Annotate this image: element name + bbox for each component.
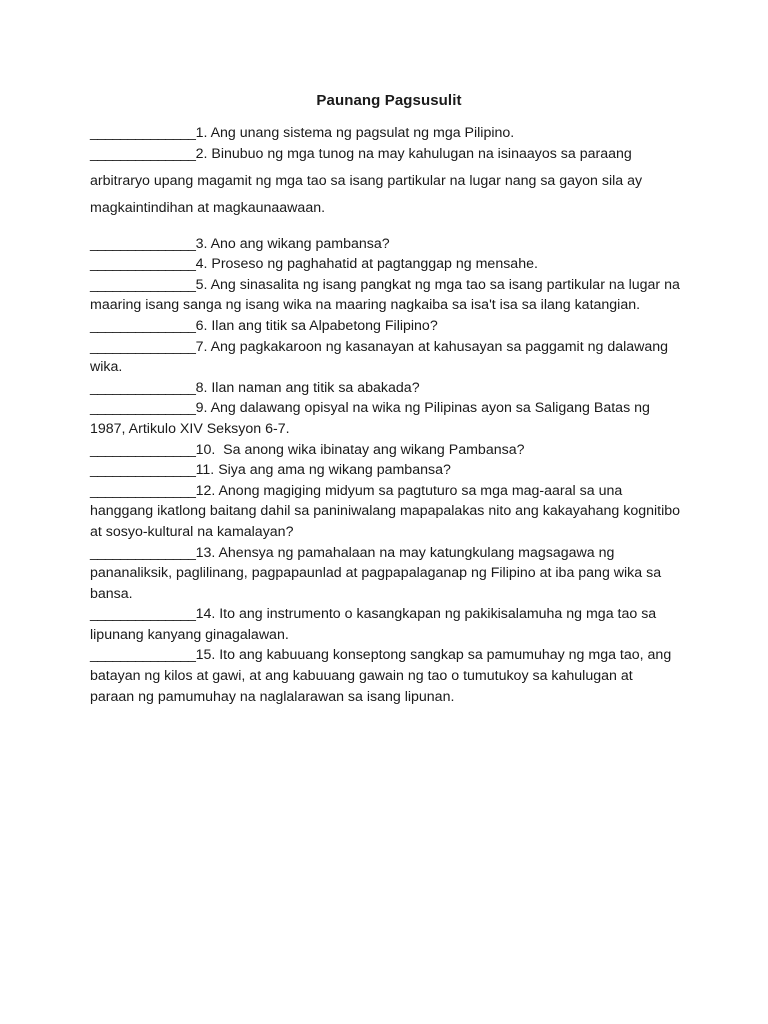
answer-blank: ______________ bbox=[90, 338, 196, 355]
answer-blank: ______________ bbox=[90, 235, 196, 252]
question-5 bbox=[90, 275, 680, 316]
question-text: 2. Binubuo ng mga tunog na may kahulugan na isinaayos sa paraang arbitraryo upang magamit ng mga tao sa isang partikular na lugar nang sa gayon sila ay magkaintindihan at magkaunaawaan. bbox=[90, 145, 643, 216]
question-13 bbox=[90, 543, 680, 605]
question-11 bbox=[90, 460, 680, 481]
question-text: 14. Ito ang instrumento o kasangkapan ng pakikisalamuha ng mga tao sa lipunang kanyang ginagalawan. bbox=[90, 606, 657, 643]
question-text: 4. Proseso ng paghahatid at pagtanggap ng mensahe. bbox=[195, 256, 538, 273]
question-text: 12. Anong magiging midyum sa pagtuturo sa mga mag-aaral sa una hanggang ikatlong baitang dahil sa paniniwalang mapapalakas nito ang kakayahang kognitibo at sosyo-kultural na kamalayan? bbox=[90, 482, 681, 540]
question-9 bbox=[90, 398, 680, 439]
question-14 bbox=[90, 604, 680, 645]
answer-blank: ______________ bbox=[90, 145, 196, 162]
question-6 bbox=[90, 316, 680, 337]
answer-blank: ______________ bbox=[90, 276, 196, 293]
question-text: 7. Ang pagkakaroon ng kasanayan at kahusayan sa paggamit ng dalawang wika. bbox=[90, 338, 669, 376]
question-15 bbox=[90, 645, 680, 707]
question-3 bbox=[90, 234, 680, 255]
question-7 bbox=[90, 337, 680, 378]
answer-blank: ______________ bbox=[90, 544, 196, 561]
question-text: 11. Siya ang ama ng wikang pambansa? bbox=[195, 462, 451, 479]
answer-blank: ______________ bbox=[90, 256, 196, 273]
question-4 bbox=[90, 254, 680, 275]
answer-blank: ______________ bbox=[90, 125, 196, 141]
question-10 bbox=[90, 440, 680, 461]
worksheet-page bbox=[90, 92, 680, 707]
spacer bbox=[90, 222, 680, 234]
answer-blank: ______________ bbox=[90, 441, 196, 458]
question-text: 13. Ahensya ng pamahalaan na may katungkulang magsagawa ng pananaliksik, paglilinang, pagpapaunlad at pagpapalaganap ng Filipino at iba pang wika sa bansa. bbox=[90, 544, 662, 602]
answer-blank: ______________ bbox=[90, 317, 196, 334]
question-text: 3. Ano ang wikang pambansa? bbox=[195, 235, 390, 252]
question-2 bbox=[90, 141, 680, 222]
answer-blank: ______________ bbox=[90, 379, 196, 396]
question-12 bbox=[90, 481, 680, 543]
page-title: Paunang Pagsusulit bbox=[316, 92, 462, 109]
question-text: 1. Ang unang sistema ng pagsulat ng mga Pilipino. bbox=[195, 125, 515, 141]
answer-blank: ______________ bbox=[90, 400, 196, 417]
answer-blank: ______________ bbox=[90, 647, 196, 664]
answer-blank: ______________ bbox=[90, 482, 196, 499]
question-text: 10. Sa anong wika ibinatay ang wikang Pambansa? bbox=[195, 441, 525, 458]
question-text: 9. Ang dalawang opisyal na wika ng Pilipinas ayon sa Saligang Batas ng 1987, Artikulo XIV Seksyon 6-7. bbox=[90, 400, 650, 437]
answer-blank: ______________ bbox=[90, 462, 196, 479]
question-text: 6. Ilan ang titik sa Alpabetong Filipino? bbox=[195, 317, 438, 334]
question-text: 8. Ilan naman ang titik sa abakada? bbox=[195, 379, 420, 396]
question-8 bbox=[90, 378, 680, 399]
question-text: 5. Ang sinasalita ng isang pangkat ng mga tao sa isang partikular na lugar na maaring isang sanga ng isang wika na maaring nagkaiba sa isa't isa sa ilang katangian. bbox=[90, 276, 680, 314]
answer-blank: ______________ bbox=[90, 606, 196, 623]
question-text: 15. Ito ang kabuuang konseptong sangkap sa pamumuhay ng mga tao, ang batayan ng kilos at gawi, at ang kabuuang gawain ng tao o tumutukoy sa kahulugan at paraan ng pamumuhay na naglalarawan sa isang lipunan. bbox=[90, 647, 672, 705]
